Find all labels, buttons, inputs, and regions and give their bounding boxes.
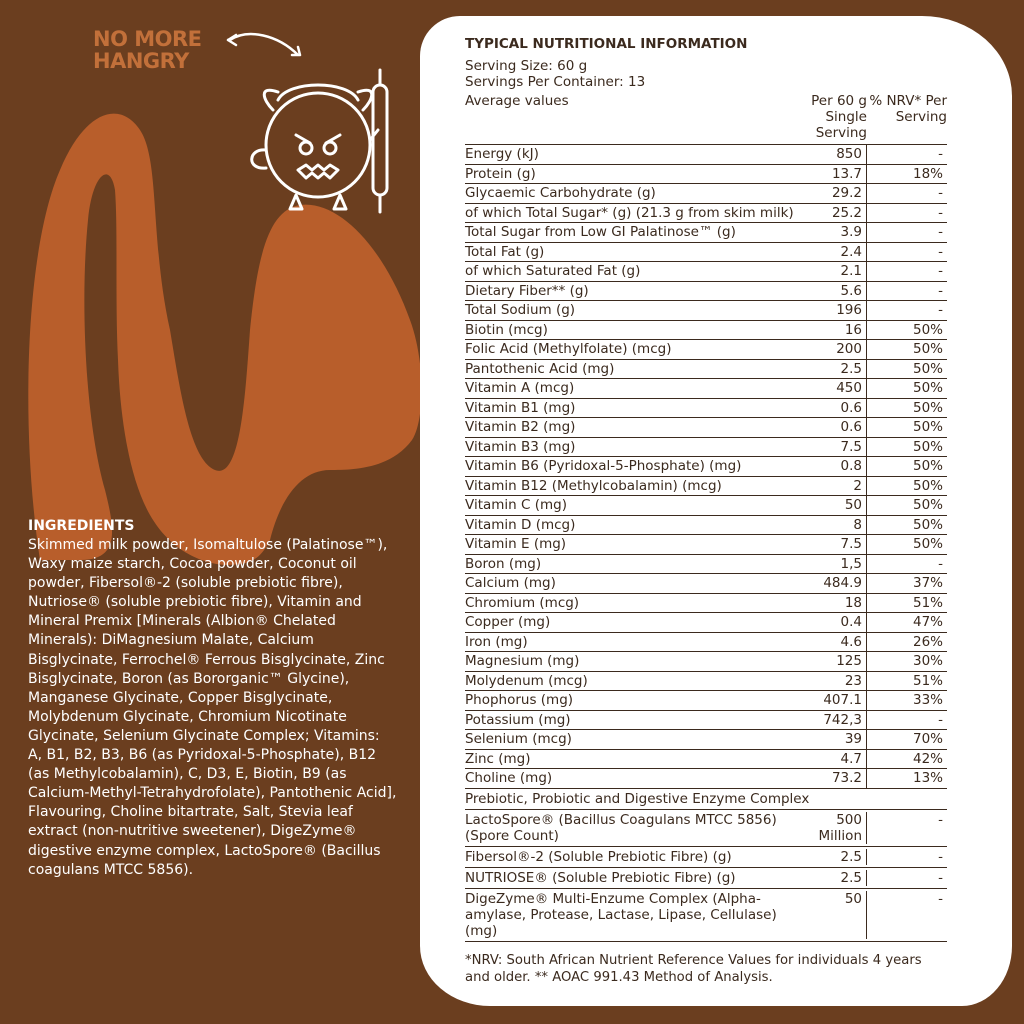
tagline [93,28,202,72]
nutrient-value: 4.6 [797,633,867,652]
nutrient-value: 500 Million [797,812,867,844]
nutrient-nrv: - [938,243,943,260]
nutrient-nrv: 50% [912,399,943,416]
nutrient-value: 50 [797,496,867,515]
complex-heading: Prebiotic, Probiotic and Digestive Enzyme Complex [465,789,947,810]
nutrient-nrv: - [938,302,943,318]
table-row [465,672,947,692]
nutrient-name: Pantothenic Acid (mg) [465,360,615,377]
nutrient-value: 200 [797,340,867,359]
nutrient-nrv: 50% [912,477,943,494]
nutrient-name: LactoSpore® (Bacillus Coagulans MTCC 5856) (Spore Count) [465,811,777,844]
nutrient-value: 2.1 [797,262,867,281]
nutrition-title: TYPICAL NUTRITIONAL INFORMATION [465,36,748,52]
nutrient-name: Phophorus (mg) [465,692,574,708]
table-row [465,340,947,360]
header-nrv: % NRV* Per Serving [869,93,947,125]
nutrient-name: Choline (mg) [465,770,553,786]
tagline-line2: HANGRY [93,49,189,73]
nutrient-name: Vitamin B1 (mg) [465,399,576,416]
table-row [465,262,947,282]
table-row [465,301,947,321]
table-row [465,613,947,633]
table-row [465,223,947,243]
nutrient-value: 2.5 [797,870,867,886]
table-row [465,633,947,653]
table-row [465,379,947,399]
nutrient-value: 8 [797,516,867,535]
nutrient-value: 0.4 [797,613,867,632]
table-row [465,418,947,438]
nutrient-nrv: - [938,555,943,572]
nutrient-nrv: 26% [912,633,943,650]
nutrient-nrv: 50% [912,380,943,396]
nutrient-value: 39 [797,730,867,749]
nutrient-value: 0.6 [797,418,867,437]
nutrient-name: Iron (mg) [465,633,528,650]
nutrient-nrv: - [938,848,943,865]
angry-mascot-icon [218,30,418,220]
nutrient-value: 0.6 [797,399,867,418]
nutrient-value: 2 [797,477,867,496]
nutrient-nrv: 51% [912,594,943,611]
nutrient-name: Magnesium (mg) [465,653,580,669]
nutrient-value: 196 [797,301,867,320]
nutrient-nrv: 70% [912,731,943,747]
table-row [465,652,947,672]
nutrient-nrv: - [938,146,943,162]
nutrient-nrv: 47% [912,614,943,630]
nutrient-nrv: 50% [912,360,943,377]
nutrient-name: DigeZyme® Multi-Enzume Complex (Alpha-amylase, Protease, Lactase, Lipase, Cellulase) (mg) [465,890,777,939]
table-row [465,535,947,555]
ingredients-section [28,518,398,880]
table-row [465,868,947,889]
header-per-serving: Per 60 g Single Serving [811,93,867,141]
nutrient-value: 3.9 [797,223,867,242]
table-row [465,184,947,204]
nutrient-nrv: - [938,263,943,279]
nutrient-value: 18 [797,594,867,613]
nutrient-name: NUTRIOSE® (Soluble Prebiotic Fibre) (g) [465,869,736,886]
nutrient-nrv: 33% [912,692,943,708]
nutrient-nrv: 50% [912,419,943,435]
nutrient-value: 742,3 [797,711,867,730]
nutrient-nrv: 50% [912,438,943,455]
nutrient-name: Vitamin B12 (Methylcobalamin) (mcg) [465,477,722,494]
table-row [465,847,947,868]
nutrient-nrv: 50% [912,458,943,474]
nutrient-name: Folic Acid (Methylfolate) (mcg) [465,341,672,357]
nutrient-nrv: 50% [912,341,943,357]
nutrient-nrv: 50% [912,516,943,533]
nutrient-nrv: - [938,711,943,728]
nutrient-name: Total Fat (g) [465,243,545,260]
nutrient-name: Total Sugar from Low GI Palatinose™ (g) [465,224,736,240]
nutrient-value: 450 [797,379,867,398]
nutrient-name: Dietary Fiber** (g) [465,282,589,299]
nutrient-nrv: - [938,185,943,201]
nutrient-value: 484.9 [797,574,867,593]
table-row [465,889,947,942]
nutrient-nrv: 30% [912,653,943,669]
table-row [465,399,947,419]
servings-per-container: Servings Per Container: 13 [465,74,646,90]
nutrient-nrv: 37% [912,575,943,591]
nutrient-value: 5.6 [797,282,867,301]
ingredients-text: Skimmed milk powder, Isomaltulose (Palatinose™), Waxy maize starch, Cocoa powder, Coconut oil powder, Fibersol®-2 (soluble prebiotic fibre), Nutriose® (soluble prebiotic fibre), Vitamin and Mineral Premix [Minerals (Albion® Chelated Minerals): DiMagnesium Malate, Calcium Bisglycinate, Ferrochel® Ferrous Bisglycinate, Zinc Bisglycinate, Boron (as Bororganic™ Glycine), Manganese Glycinate, Copper Bisglycinate, Molybdenum Glycinate, Chromium Nicotinate Glycinate, Selenium Glycinate Complex; Vitamins: A, B1, B2, B3, B6 (as Pyridoxal-5-Phosphate), B12 (as Methylcobalamin), C, D3, E, Biotin, B9 (as Calcium-Methyl-Tetrahydrofolate), Pantothenic Acid], Flavouring, Choline bitartrate, Salt, Stevia leaf extract (non-nutritive sweetener), DigeZyme® digestive enzyme complex, LactoSpore® (Bacillus coagulans MTCC 5856). [28,537,397,878]
nutrient-value: 16 [797,321,867,340]
nutrient-nrv: - [938,282,943,299]
table-row [465,477,947,497]
table-row [465,165,947,185]
nutrient-value: 7.5 [797,535,867,554]
table-row [465,594,947,614]
nutrient-nrv: 42% [912,750,943,767]
nutrient-name: Zinc (mg) [465,750,531,767]
nutrient-nrv: 13% [912,770,943,786]
nutrient-rows [465,145,947,789]
nutrient-name: Selenium (mcg) [465,731,572,747]
nutrient-value: 407.1 [797,691,867,710]
table-header [465,93,947,145]
table-row [465,145,947,165]
nutrient-name: Vitamin C (mg) [465,497,567,513]
nutrient-value: 2.4 [797,243,867,262]
nutrient-name: Fibersol®-2 (Soluble Prebiotic Fibre) (g) [465,848,732,865]
nutrient-value: 13.7 [797,165,867,184]
nutrient-name: Molydenum (mcg) [465,672,588,689]
table-row [465,321,947,341]
nutrient-nrv: - [938,890,943,907]
header-label: Average values [465,93,569,109]
nutrient-name: Vitamin B6 (Pyridoxal-5-Phosphate) (mg) [465,458,742,474]
table-row [465,730,947,750]
table-row [465,204,947,224]
nutrient-name: Total Sodium (g) [465,302,576,318]
nutrient-nrv: 51% [912,672,943,689]
table-row [465,457,947,477]
table-row [465,282,947,302]
footnote: *NRV: South African Nutrient Reference Values for individuals 4 years and older. ** AOAC 991.43 Method of Analysis. [465,952,922,985]
nutrient-name: Copper (mg) [465,614,551,630]
nutrient-value: 50 [797,891,867,939]
tagline-line1: NO MORE [93,27,202,51]
nutrient-name: Vitamin D (mcg) [465,516,576,533]
table-row [465,750,947,770]
nutrient-value: 1,5 [797,555,867,574]
nutrient-name: Energy (kJ) [465,146,539,162]
complex-rows [465,810,947,942]
nutrient-value: 125 [797,652,867,671]
ingredients-heading: INGREDIENTS [28,518,135,534]
serving-size: Serving Size: 60 g [465,58,588,74]
nutrient-name: Vitamin E (mg) [465,536,567,552]
table-row [465,360,947,380]
nutrient-name: Biotin (mcg) [465,321,548,338]
nutrient-nrv: 50% [912,536,943,552]
table-row [465,555,947,575]
table-row [465,243,947,263]
nutrient-name: Chromium (mcg) [465,594,580,611]
nutrient-name: Calcium (mg) [465,575,556,591]
nutrient-value: 73.2 [797,769,867,788]
nutrient-name: Vitamin B3 (mg) [465,438,576,455]
nutrition-table [465,36,947,986]
nutrient-nrv: 18% [912,165,943,182]
table-row [465,438,947,458]
nutrient-name: Protein (g) [465,165,536,182]
table-row [465,496,947,516]
nutrient-nrv: 50% [912,321,943,338]
nutrient-value: 0.8 [797,457,867,476]
nutrient-value: 850 [797,145,867,164]
table-row [465,691,947,711]
nutrient-name: Potassium (mg) [465,711,571,728]
table-row [465,769,947,789]
nutrient-value: 23 [797,672,867,691]
nutrient-name: Vitamin B2 (mg) [465,419,576,435]
nutrient-value: 25.2 [797,204,867,223]
nutrient-nrv: - [938,811,943,828]
nutrient-nrv: - [938,204,943,221]
table-row [465,810,947,847]
nutrient-value: 4.7 [797,750,867,769]
table-row [465,516,947,536]
nutrient-nrv: 50% [912,497,943,513]
nutrient-value: 2.5 [797,360,867,379]
nutrient-name: Vitamin A (mcg) [465,380,575,396]
nutrient-value: 29.2 [797,184,867,203]
nutrient-nrv: - [938,224,943,240]
nutrient-value: 2.5 [797,849,867,865]
table-row [465,574,947,594]
nutrient-name: of which Saturated Fat (g) [465,263,641,279]
nutrient-name: of which Total Sugar* (g) (21.3 g from skim milk) [465,204,794,221]
nutrient-nrv: - [938,869,943,886]
nutrient-value: 7.5 [797,438,867,457]
nutrient-name: Boron (mg) [465,555,542,572]
nutrient-name: Glycaemic Carbohydrate (g) [465,185,656,201]
table-row [465,711,947,731]
